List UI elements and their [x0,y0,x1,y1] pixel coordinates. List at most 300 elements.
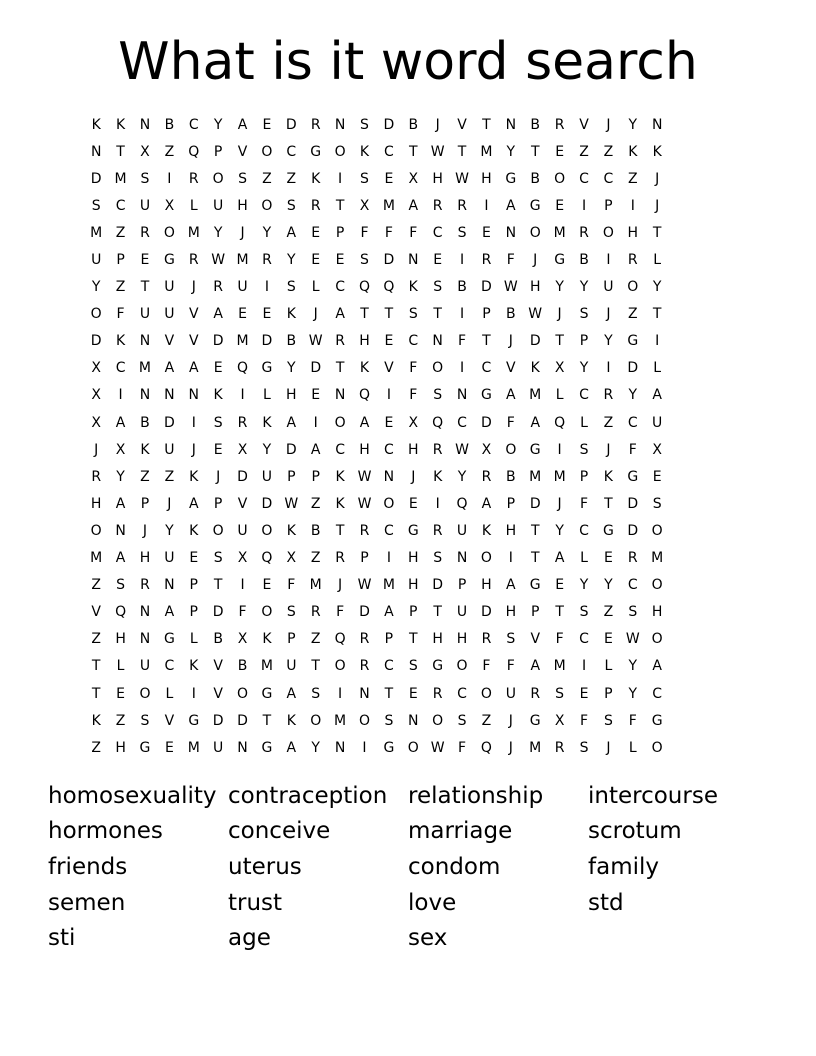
grid-letter: O [651,739,663,756]
grid-letter: N [432,333,443,350]
grid-letter: A [481,495,492,512]
grid-letter: I [240,387,245,404]
grid-letter: D [90,333,102,350]
grid-letter: U [603,279,614,296]
grid-letter: K [115,116,126,133]
grid-letter: W [528,306,543,323]
grid-letter: U [261,468,273,485]
grid-letter: Y [628,387,638,404]
grid-letter: I [191,685,196,702]
grid-row [84,301,734,328]
grid-letter: E [311,387,321,404]
grid-letter: L [580,414,588,431]
word-bank-item: family [588,853,659,880]
grid-letter: B [408,116,419,133]
grid-letter: N [334,739,346,756]
grid-letter: V [213,658,223,675]
grid-letter: R [310,197,321,214]
grid-letter: T [555,333,564,350]
grid-letter: L [189,631,198,648]
grid-letter: P [287,631,296,648]
grid-letter: Z [310,631,321,648]
grid-letter: C [383,143,394,160]
grid-letter: E [555,143,565,160]
grid-row [84,111,734,138]
grid-letter: H [627,224,639,241]
grid-letter: I [240,577,245,594]
grid-letter: T [91,685,101,702]
grid-letter: N [505,116,517,133]
grid-letter: Z [481,712,492,729]
grid-letter: J [606,739,611,756]
grid-letter: S [457,712,467,729]
grid-letter: R [603,387,614,404]
grid-letter: X [652,441,662,458]
grid-letter: A [115,414,126,431]
grid-letter: E [652,468,662,485]
grid-letter: N [651,116,663,133]
grid-letter: S [408,306,418,323]
grid-letter: E [482,224,491,241]
grid-letter: R [481,631,492,648]
grid-letter: S [555,685,565,702]
grid-letter: J [557,306,562,323]
grid-letter: U [164,441,175,458]
grid-letter: F [116,306,125,323]
grid-letter: M [90,550,103,567]
grid-letter: V [213,685,223,702]
grid-letter: S [213,550,223,567]
grid-letter: A [188,495,199,512]
grid-letter: I [630,197,635,214]
grid-letter: V [164,712,175,729]
grid-letter: O [163,224,175,241]
grid-letter: Y [555,279,564,296]
grid-letter: T [408,143,418,160]
grid-letter: X [237,631,248,648]
grid-letter: D [359,604,370,621]
grid-letter: S [652,495,662,512]
grid-letter: J [655,170,660,187]
grid-letter: L [311,279,320,296]
grid-letter: W [503,279,518,296]
grid-row [84,409,734,436]
grid-letter: E [384,170,394,187]
grid-letter: E [164,739,174,756]
grid-letter: H [505,604,517,621]
grid-letter: G [163,252,175,269]
grid-letter: O [529,224,541,241]
grid-letter: G [261,739,273,756]
grid-letter: I [435,495,440,512]
grid-letter: G [261,685,273,702]
grid-letter: J [557,495,562,512]
grid-letter: A [164,604,175,621]
grid-letter: P [213,143,223,160]
grid-letter: Y [628,658,638,675]
word-bank-item: age [228,925,271,952]
grid-letter: S [116,577,126,594]
grid-letter: R [359,631,370,648]
grid-letter: O [432,360,444,377]
grid-row [84,490,734,517]
grid-letter: I [313,414,318,431]
grid-letter: A [408,197,419,214]
grid-letter: C [627,577,638,594]
grid-letter: S [360,116,369,133]
grid-letter: E [262,577,272,594]
grid-letter: T [311,658,320,675]
grid-letter: Y [579,279,589,296]
grid-letter: C [383,441,394,458]
grid-letter: A [286,685,297,702]
grid-letter: M [309,577,322,594]
word-bank-row [48,885,788,921]
grid-letter: P [482,306,491,323]
grid-letter: A [115,550,126,567]
grid-letter: A [652,658,662,675]
grid-letter: T [335,522,345,539]
grid-letter: I [459,360,465,377]
grid-letter: E [384,333,394,350]
grid-letter: P [579,468,589,485]
grid-letter: W [455,170,469,187]
grid-letter: S [408,658,418,675]
grid-letter: K [481,522,492,539]
grid-letter: C [115,197,126,214]
grid-row [84,355,734,382]
word-bank-item: intercourse [588,782,718,809]
grid-letter: B [530,170,541,187]
grid-letter: R [188,170,199,187]
grid-letter: S [140,170,150,187]
grid-letter: G [163,631,175,648]
grid-letter: M [553,468,566,485]
grid-letter: O [237,685,249,702]
grid-letter: W [430,143,445,160]
grid-letter: E [189,550,199,567]
grid-letter: O [261,143,273,160]
grid-letter: Z [115,224,126,241]
grid-letter: T [530,143,540,160]
grid-letter: K [189,468,199,485]
grid-letter: R [432,441,443,458]
grid-letter: P [604,685,613,702]
grid-letter: M [382,577,395,594]
grid-letter: G [505,170,517,187]
letter-grid [84,111,734,761]
grid-letter: K [603,468,613,485]
grid-letter: L [580,550,588,567]
grid-letter: J [435,116,440,133]
grid-letter: Q [358,387,370,404]
grid-letter: O [651,631,663,648]
grid-letter: A [530,658,541,675]
grid-letter: V [237,495,248,512]
grid-letter: D [237,468,248,485]
grid-letter: B [164,116,175,133]
grid-letter: S [628,604,638,621]
grid-letter: V [506,360,516,377]
grid-letter: Z [91,739,101,756]
grid-letter: Y [262,441,272,458]
grid-letter: H [115,631,126,648]
grid-letter: N [359,685,370,702]
grid-letter: G [481,387,492,404]
grid-letter: S [384,712,394,729]
word-bank-item: scrotum [588,818,682,845]
grid-letter: B [237,658,248,675]
grid-letter: H [139,550,151,567]
grid-letter: D [529,333,541,350]
grid-letter: O [651,522,663,539]
grid-letter: M [382,197,395,214]
grid-letter: I [459,306,465,323]
grid-letter: E [311,252,321,269]
grid-letter: L [628,739,637,756]
grid-letter: J [508,739,513,756]
grid-letter: M [529,387,542,404]
grid-letter: Y [213,224,223,241]
grid-letter: J [338,577,343,594]
grid-letter: X [554,360,565,377]
grid-row [84,165,734,192]
grid-letter: B [213,631,223,648]
grid-letter: K [286,522,296,539]
grid-letter: S [579,306,589,323]
grid-letter: I [655,333,660,350]
grid-letter: Y [311,739,320,756]
word-bank-row [48,778,788,814]
grid-letter: V [530,631,541,648]
grid-letter: M [236,252,249,269]
grid-letter: K [262,631,272,648]
grid-letter: J [411,468,416,485]
grid-letter: Y [628,685,638,702]
grid-letter: P [457,577,467,594]
grid-letter: U [456,522,468,539]
page-title: What is it word search [118,32,698,92]
grid-letter: S [286,604,296,621]
grid-letter: N [408,712,419,729]
grid-letter: U [164,306,175,323]
grid-letter: P [531,604,540,621]
grid-letter: T [530,522,540,539]
grid-letter: R [310,604,321,621]
grid-letter: A [506,577,516,594]
grid-letter: T [213,577,223,594]
grid-letter: W [455,441,469,458]
grid-letter: D [383,116,395,133]
grid-letter: M [651,550,664,567]
grid-row [84,436,734,463]
grid-letter: R [432,197,443,214]
grid-letter: T [384,685,394,702]
grid-letter: J [142,522,148,539]
grid-letter: W [284,495,299,512]
grid-letter: D [285,441,297,458]
grid-letter: D [383,252,395,269]
grid-letter: A [237,116,248,133]
grid-letter: Y [262,224,272,241]
grid-letter: A [506,197,516,214]
grid-letter: N [164,387,175,404]
grid-letter: H [90,495,102,512]
grid-letter: F [506,658,515,675]
grid-row [84,599,734,626]
grid-letter: X [408,414,419,431]
grid-letter: H [115,739,126,756]
grid-letter: B [457,279,467,296]
grid-letter: K [628,143,638,160]
grid-letter: M [529,468,542,485]
grid-letter: M [260,658,273,675]
word-bank-item: trust [228,889,283,916]
grid-letter: T [457,143,467,160]
word-bank-item: love [408,889,457,916]
grid-letter: C [579,522,589,539]
grid-letter: F [409,387,418,404]
grid-letter: X [91,360,101,377]
grid-letter: C [627,414,638,431]
grid-letter: W [308,333,323,350]
grid-letter: O [407,739,419,756]
grid-letter: N [456,550,468,567]
grid-letter: H [359,441,370,458]
grid-letter: J [533,252,538,269]
grid-letter: M [187,224,200,241]
grid-letter: S [457,224,467,241]
grid-letter: C [335,441,345,458]
grid-letter: A [554,550,565,567]
grid-letter: Q [554,414,566,431]
grid-letter: U [237,279,248,296]
grid-letter: P [189,604,198,621]
grid-letter: U [213,739,224,756]
grid-letter: F [579,712,589,729]
grid-row [84,274,734,301]
grid-letter: F [287,577,296,594]
grid-letter: W [357,495,372,512]
word-bank-row [48,849,788,885]
grid-letter: B [530,116,541,133]
grid-letter: C [603,170,614,187]
grid-letter: Y [457,468,467,485]
grid-letter: L [555,387,564,404]
grid-letter: J [606,116,611,133]
grid-letter: R [335,550,345,567]
grid-letter: X [140,143,150,160]
grid-letter: U [237,522,248,539]
grid-letter: T [433,604,442,621]
grid-letter: D [212,333,224,350]
grid-letter: U [213,197,224,214]
grid-letter: T [482,333,491,350]
grid-letter: K [91,712,101,729]
grid-letter: N [408,252,419,269]
grid-letter: N [505,224,517,241]
grid-letter: I [484,197,489,214]
grid-letter: X [237,550,248,567]
grid-letter: I [581,658,587,675]
grid-letter: K [652,143,662,160]
grid-letter: T [335,360,345,377]
grid-letter: Y [579,360,589,377]
grid-letter: E [408,495,418,512]
grid-letter: Q [358,279,370,296]
grid-row [84,653,734,680]
grid-letter: J [655,197,660,214]
grid-letter: C [652,685,663,702]
grid-letter: C [408,333,419,350]
grid-letter: L [653,360,662,377]
grid-letter: U [286,658,297,675]
grid-letter: C [188,116,199,133]
grid-letter: S [506,631,516,648]
grid-letter: F [555,631,564,648]
grid-letter: Q [480,739,492,756]
grid-letter: X [91,387,101,404]
grid-letter: S [311,685,321,702]
grid-letter: T [604,495,613,512]
grid-letter: Z [115,712,126,729]
grid-letter: E [213,360,223,377]
grid-letter: R [481,252,492,269]
word-bank-row [48,920,788,956]
grid-letter: Y [628,116,638,133]
grid-letter: I [167,170,172,187]
grid-letter: O [334,414,346,431]
grid-letter: C [579,170,589,187]
grid-letter: K [359,360,370,377]
grid-letter: D [481,604,492,621]
grid-letter: E [311,224,321,241]
grid-letter: Q [432,414,444,431]
grid-letter: M [114,170,127,187]
word-bank-item: homosexuality [48,782,217,809]
grid-letter: Z [91,631,101,648]
grid-letter: R [237,414,248,431]
grid-letter: R [627,550,638,567]
grid-letter: C [432,224,443,241]
grid-letter: Y [91,279,101,296]
grid-letter: W [625,631,640,648]
grid-letter: D [212,712,224,729]
grid-letter: K [433,468,443,485]
grid-letter: K [286,306,296,323]
grid-letter: Y [165,522,174,539]
grid-letter: C [457,414,467,431]
grid-letter: X [481,441,492,458]
word-bank-item: sex [408,925,448,952]
grid-letter: Z [286,170,297,187]
grid-letter: K [311,170,321,187]
grid-letter: A [286,414,297,431]
grid-row [84,138,734,165]
grid-row [84,707,734,734]
grid-letter: G [310,143,322,160]
grid-letter: U [505,685,516,702]
grid-letter: D [285,116,297,133]
grid-letter: M [236,333,249,350]
grid-row [84,517,734,544]
grid-letter: T [140,279,150,296]
grid-letter: G [529,577,541,594]
grid-letter: F [628,441,637,458]
grid-letter: Y [287,360,296,377]
grid-letter: O [334,658,346,675]
grid-letter: N [139,387,151,404]
